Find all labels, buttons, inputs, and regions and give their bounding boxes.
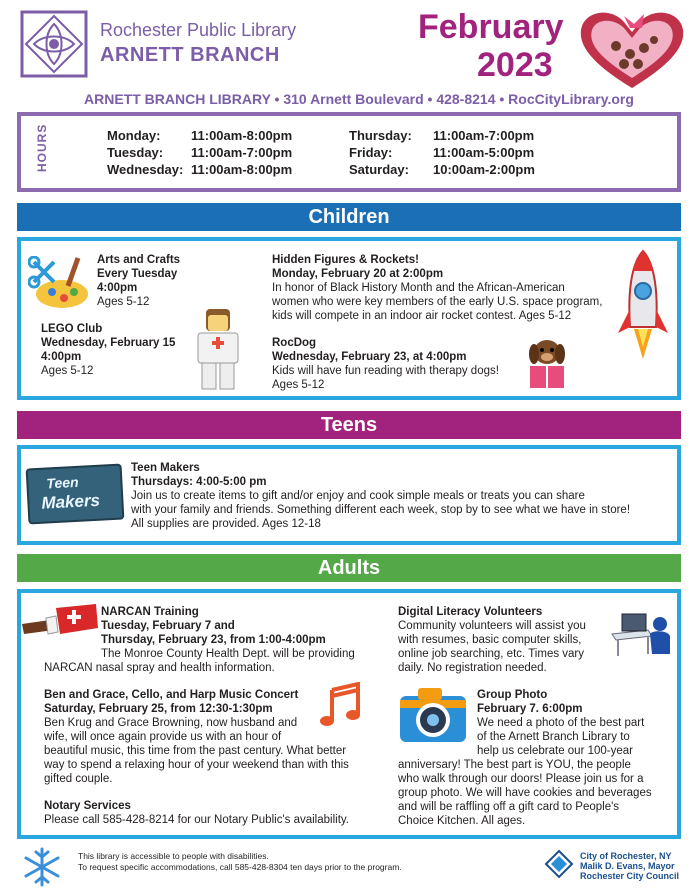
hours-time: 11:00am-7:00pm	[433, 128, 535, 143]
event-time: 4:00pm	[97, 282, 138, 294]
hours-day: Thursday:	[349, 128, 412, 143]
event-when: Wednesday, February 23, at 4:00pm	[272, 351, 467, 363]
digital-literacy-event	[398, 605, 586, 675]
event-title: Teen Makers	[131, 462, 200, 474]
event-desc: Ben Krug and Grace Browning, now husband and	[44, 717, 298, 729]
hours-day: Saturday:	[349, 162, 409, 177]
event-title: LEGO Club	[41, 323, 103, 335]
mayor-name: Malik D. Evans, Mayor	[580, 861, 675, 871]
hours-row	[349, 145, 392, 160]
teen-makers-logo-text: Makers	[40, 490, 101, 513]
teen-makers-logo-text: Teen	[45, 473, 79, 492]
computer-user-icon	[608, 610, 672, 660]
hours-time: 11:00am-8:00pm	[191, 162, 293, 177]
event-time: 4:00pm	[41, 351, 82, 363]
event-ages: Ages 5-12	[41, 365, 94, 377]
event-ages: Ages 5-12	[272, 379, 325, 391]
event-title: Arts and Crafts	[97, 254, 181, 266]
event-when: February 7. 6:00pm	[477, 703, 583, 715]
notary-event	[44, 799, 349, 827]
accessibility-notice	[78, 851, 402, 873]
hours-row	[107, 162, 183, 177]
year-title: 2023	[477, 46, 553, 84]
event-desc: gifted couple.	[44, 773, 113, 785]
event-title: NARCAN Training	[101, 606, 199, 618]
hours-day: Wednesday:	[107, 162, 184, 177]
hours-box	[17, 112, 681, 192]
event-title: Group Photo	[477, 689, 548, 701]
city-name: City of Rochester, NY	[580, 851, 672, 861]
council-name: Rochester City Council	[580, 871, 680, 881]
event-desc: kids will compete in an indoor air rocket contest. Ages 5-12	[272, 310, 572, 322]
hours-time: 11:00am-7:00pm	[191, 145, 293, 160]
hours-day: Friday:	[349, 145, 393, 160]
event-ages: Ages 5-12	[97, 296, 150, 308]
event-desc: In honor of Black History Month and the African-American	[272, 282, 565, 294]
hours-row	[433, 128, 534, 143]
event-desc: daily. No registration needed.	[398, 662, 547, 674]
narcan-event-desc: NARCAN nasal spray and health information.	[44, 662, 275, 674]
reading-dog-icon	[522, 334, 572, 392]
lego-figure-icon	[190, 305, 246, 393]
hours-row	[349, 162, 409, 177]
event-desc: of the Arnett Branch Library to	[477, 731, 630, 743]
hours-row	[107, 145, 163, 160]
event-when: Thursdays: 4:00-5:00 pm	[131, 476, 267, 488]
hours-day: Monday:	[107, 128, 161, 143]
hours-row	[191, 128, 292, 143]
group-photo-event-header	[477, 688, 644, 758]
month-title: February	[418, 8, 564, 46]
adults-section-header: Adults	[17, 554, 681, 582]
hours-row	[191, 145, 292, 160]
accessibility-line: This library is accessible to people with disabilities.	[78, 851, 269, 861]
event-desc: Choice Kitchen. All ages.	[398, 815, 526, 827]
camera-icon	[398, 686, 468, 744]
city-logo-icon	[544, 849, 574, 879]
event-desc: Join us to create items to gift and/or enjoy and cook simple meals or treats you can share	[131, 490, 585, 502]
event-title: Notary Services	[44, 800, 131, 812]
event-desc: All supplies are provided. Ages 12-18	[131, 518, 321, 530]
event-when: Tuesday, February 7 and	[101, 620, 235, 632]
arts-crafts-event	[97, 253, 180, 309]
rocket-icon	[616, 247, 670, 367]
event-desc: anniversary! The best part is YOU, the people	[398, 759, 631, 771]
event-desc: women who were key members of the early U.S. space program,	[272, 296, 603, 308]
event-desc: help us celebrate our 100-year	[477, 745, 633, 757]
event-desc: The Monroe County Health Dept. will be providing	[101, 648, 355, 660]
event-title: Ben and Grace, Cello, and Harp Music Concert	[44, 689, 299, 701]
event-title: RocDog	[272, 337, 317, 349]
event-desc: beautiful music, this time from the past century. What better	[44, 745, 347, 757]
music-notes-icon	[318, 682, 362, 730]
event-desc: way to spend a relaxing hour of your weekend than with this	[44, 759, 349, 771]
children-section-header: Children	[17, 203, 681, 231]
teen-makers-event	[131, 461, 630, 531]
teen-makers-logo	[26, 464, 125, 525]
address-line: ARNETT BRANCH LIBRARY • 310 Arnett Boulevard • 428-8214 • RocCityLibrary.org	[84, 91, 634, 107]
event-when: Saturday, February 25, from 12:30-1:30pm	[44, 703, 273, 715]
rocdog-event	[272, 336, 499, 392]
event-title: Digital Literacy Volunteers	[398, 606, 543, 618]
event-desc: and will be raffling off a gift card to People's	[398, 801, 620, 813]
event-desc: online job searching, etc. Times vary	[398, 648, 585, 660]
hours-row	[433, 162, 535, 177]
event-desc: with resumes, basic computer skills,	[398, 634, 582, 646]
heart-candy-box-icon	[572, 4, 692, 92]
hours-label: HOURS	[35, 123, 49, 172]
city-credits	[580, 851, 679, 881]
group-photo-event-desc	[398, 758, 652, 828]
event-title: Hidden Figures & Rockets!	[272, 254, 419, 266]
event-when: Every Tuesday	[97, 268, 178, 280]
library-name: Rochester Public Library	[100, 20, 297, 40]
accessibility-line: To request specific accommodations, call 585-428-8304 ten days prior to the program.	[78, 862, 402, 872]
event-desc: Please call 585-428-8214 for our Notary Public's availability.	[44, 814, 349, 826]
library-logo-icon	[20, 10, 88, 78]
event-when: Thursday, February 23, from 1:00-4:00pm	[101, 634, 326, 646]
hours-time: 11:00am-5:00pm	[433, 145, 535, 160]
event-when: Wednesday, February 15	[41, 337, 176, 349]
arts-crafts-icon	[28, 256, 90, 310]
concert-event	[44, 688, 349, 786]
hours-row	[107, 128, 160, 143]
hidden-figures-event	[272, 253, 602, 323]
event-desc: with your family and friends. Something different each week, stop by to see what we have in store!	[131, 504, 631, 516]
lego-club-event	[41, 322, 175, 378]
hours-day: Tuesday:	[107, 145, 164, 160]
teens-section-header: Teens	[17, 411, 681, 439]
branch-name: ARNETT BRANCH	[100, 44, 280, 66]
narcan-event-header	[101, 605, 355, 661]
event-desc: We need a photo of the best part	[477, 717, 645, 729]
event-desc: who walk through our doors! Please join us for a	[398, 773, 644, 785]
snowflake-icon	[22, 846, 62, 888]
narcan-hand-icon	[20, 600, 100, 642]
hours-time: 10:00am-2:00pm	[433, 162, 535, 177]
hours-row	[433, 145, 534, 160]
hours-row	[191, 162, 292, 177]
hours-row	[349, 128, 412, 143]
event-desc: wife, will once again provide us with an hour of	[44, 731, 282, 743]
event-when: Monday, February 20 at 2:00pm	[272, 268, 444, 280]
hours-time: 11:00am-8:00pm	[191, 128, 293, 143]
event-desc: Community volunteers will assist you	[398, 620, 586, 632]
event-desc: Kids will have fun reading with therapy dogs!	[272, 365, 499, 377]
event-desc: group photo. We will have cookies and beverages	[398, 787, 652, 799]
